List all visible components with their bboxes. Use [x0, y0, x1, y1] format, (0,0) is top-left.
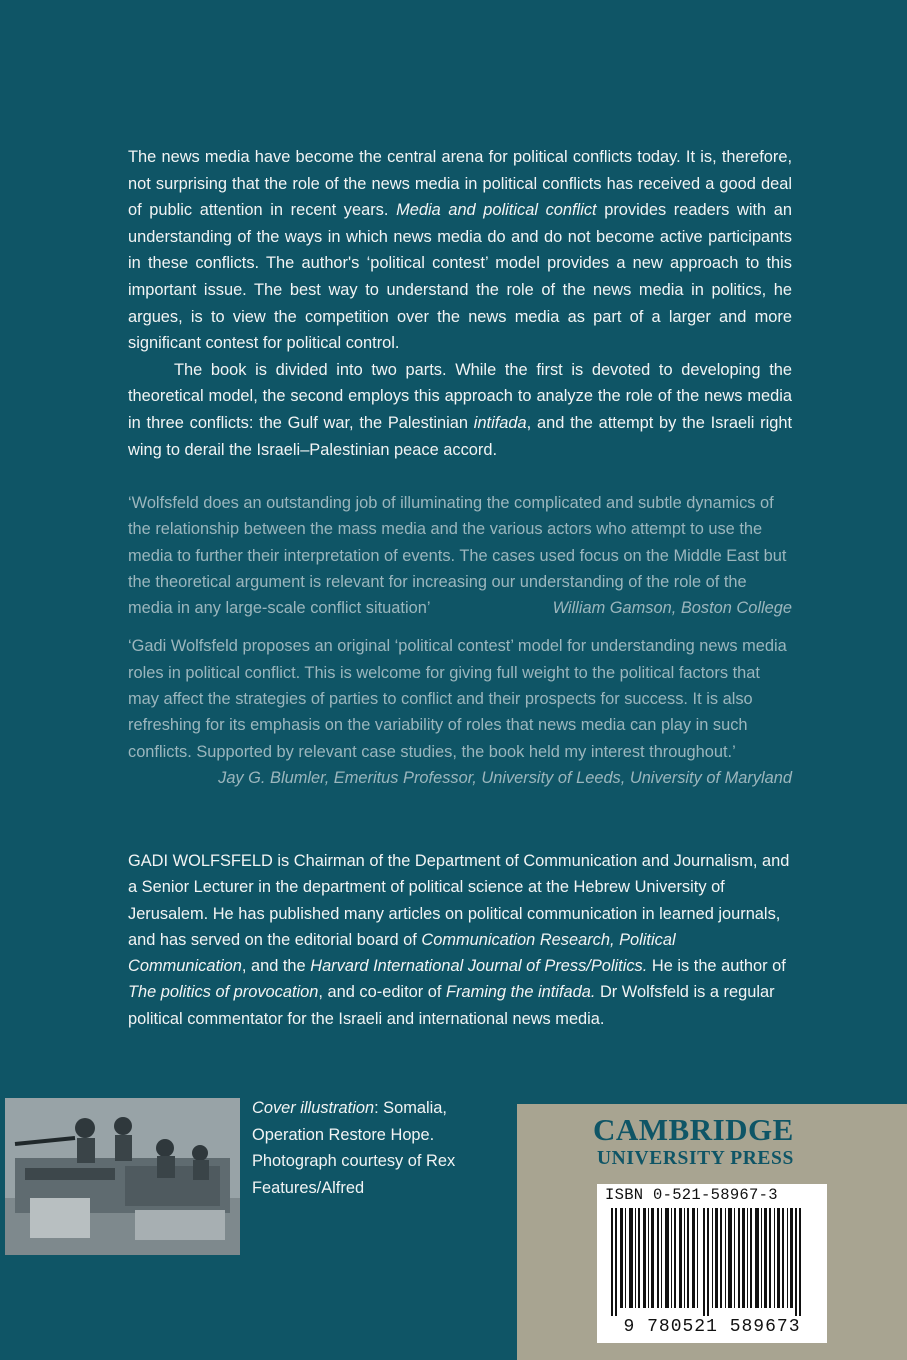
review-attribution-1: William Gamson, Boston College — [552, 599, 792, 618]
review-quote-1: ‘Wolfsfeld does an outstanding job of illuminating the complicated and subtle dynamics of the relationship between the mass media and the various actors who attempt to use the media to further their interpretation of events. The cases used focus on the Middle East but the theoretical argument is relevant for increasing our understanding of the role of the media in any large-scale conflict situation’ William Gamson, Boston College — [128, 490, 792, 621]
publisher-press: UNIVERSITY PRESS — [597, 1148, 794, 1169]
review-quotes — [128, 490, 792, 791]
barcode-panel — [597, 1184, 827, 1343]
barcode-digits: 9 780521 589673 — [623, 1317, 801, 1337]
review-attribution-2: Jay G. Blumler, Emeritus Professor, University of Leeds, University of Maryland — [218, 768, 792, 787]
review-quote-2: ‘Gadi Wolfsfeld proposes an original ‘political contest’ model for understanding news media roles in political conflict. This is welcome for giving full weight to the political factors that may affect the strategies of parties to conflict and their prospects for success. It is also refreshing for its emphasis on the variability of roles that news media can play in such conflicts. Supported by relevant case studies, the book held my interest throughout.’ — [128, 637, 787, 761]
isbn-number: ISBN 0-521-58967-3 — [605, 1186, 778, 1204]
author-bio: GADI WOLFSFELD is Chairman of the Department of Communication and Journalism, and a Senior Lecturer in the department of political science at the Hebrew University of Jerusalem. He has published many articles on political communication in learned journals, and has served on the editorial board of Communication Research, Political Communication, and the Harvard International Journal of Press/Politics. He is the author of The politics of provocation, and co-editor of Framing the intifada. Dr Wolfsfeld is a regular political commentator for the Israeli and international news media. — [128, 852, 790, 1028]
book-blurb — [128, 144, 792, 463]
blurb-paragraph-2: The book is divided into two parts. While the first is devoted to developing the theoretical model, the second employs this approach to analyze the role of the news media in three conflicts: the Gulf war, the Palestinian intifada, and the attempt by the Israeli right wing to derail the Israeli–Palestinian peace accord. — [128, 360, 792, 459]
publisher-name: CAMBRIDGE — [593, 1112, 794, 1147]
cover-photo — [5, 1098, 240, 1255]
barcode-icon — [607, 1208, 817, 1316]
cover-photo-image — [5, 1098, 240, 1255]
publisher-block — [517, 1104, 907, 1360]
blurb-paragraph-1: The news media have become the central arena for political conflicts today. It is, therefore, not surprising that the role of the news media in political conflicts has received a good deal of public attention in recent years. Media and political conflict provides readers with an understanding of the ways in which news media do and do not become active participants in these conflicts. The author's ‘political contest’ model provides a new approach to this important issue. The best way to understand the role of the news media in politics, he argues, is to view the competition over the news media as part of a larger and more significant contest for political control. — [128, 148, 792, 353]
caption-label: Cover illustration — [252, 1099, 375, 1117]
book-title: Media and political conflict — [396, 201, 597, 220]
cover-caption: Cover illustration: Somalia, Operation Restore Hope. Photograph courtesy of Rex Features/Alfred — [252, 1099, 456, 1197]
